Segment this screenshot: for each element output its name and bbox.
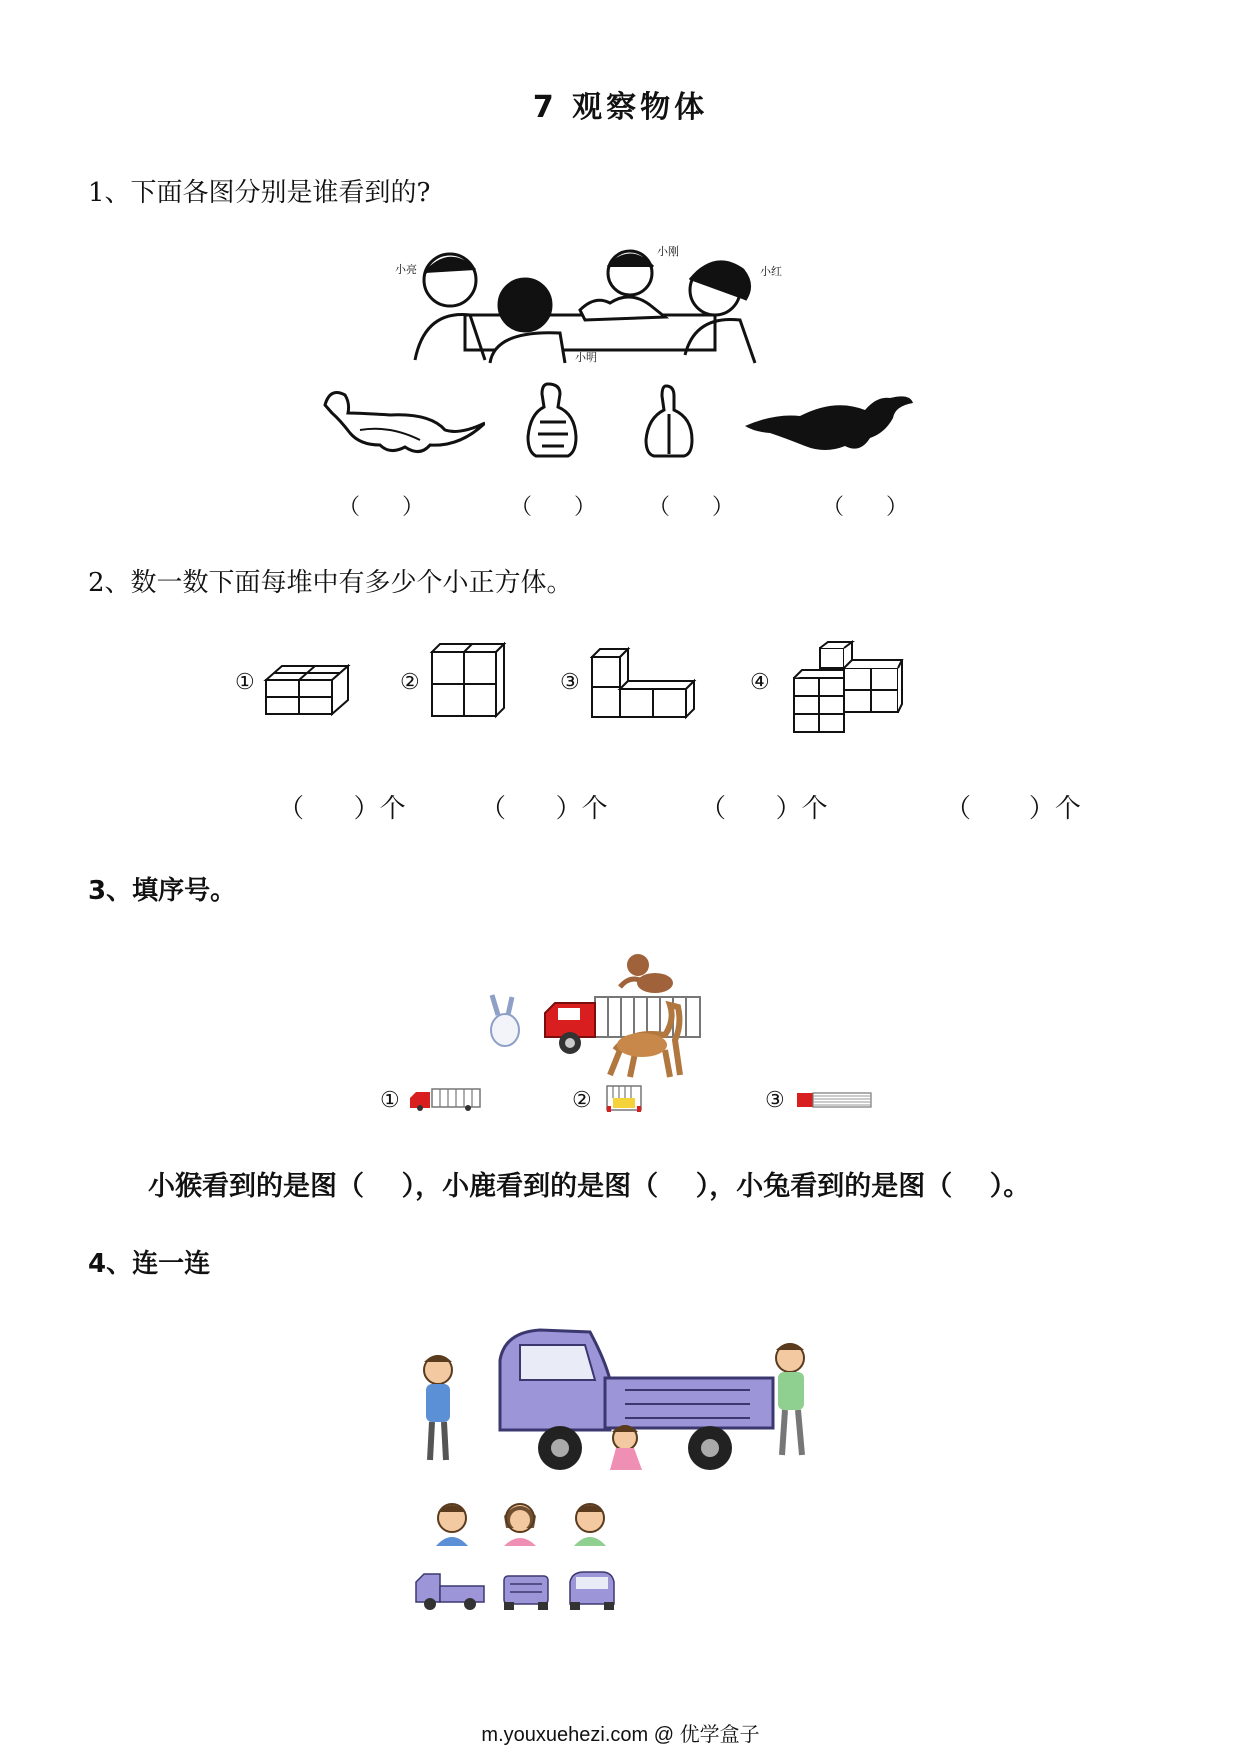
q1-answer-blank-2[interactable]: （ ） bbox=[510, 495, 596, 520]
truck-side-view-option bbox=[408, 1086, 483, 1112]
q3-option-label-3: ③ bbox=[765, 1088, 785, 1113]
truck-top-view-option bbox=[795, 1090, 875, 1110]
name-label-xiaoming: 小明 bbox=[575, 351, 597, 364]
truck-back-view-small bbox=[504, 1576, 548, 1610]
truck-views-row bbox=[412, 1568, 622, 1613]
cube-pile-label-3: ③ bbox=[560, 670, 580, 695]
question-2-prompt: 2、数一数下面每堆中有多少个小正方体。 bbox=[88, 568, 573, 598]
question-3-fill-sentence: 小猴看到的是图（ ），小鹿看到的是图（ ），小兔看到的是图（ ）。 bbox=[148, 1171, 1031, 1202]
cube-pile-label-2: ② bbox=[400, 670, 420, 695]
q2-answer-blank-2[interactable]: （ ）个 bbox=[480, 794, 608, 824]
purple-truck-figure bbox=[500, 1330, 773, 1470]
face-boy-2 bbox=[574, 1504, 606, 1546]
q1-answer-blank-1[interactable]: （ ） bbox=[338, 495, 424, 520]
cube-pile-label-1: ① bbox=[235, 670, 255, 695]
question-4-prompt: 4、连一连 bbox=[88, 1249, 211, 1279]
truck-front-view-small bbox=[570, 1572, 614, 1610]
page-title: 7 观察物体 bbox=[532, 90, 709, 125]
truck-with-animals-illustration bbox=[470, 945, 710, 1080]
footer-watermark: m.youxuehezi.com @ 优学盒子 bbox=[481, 1724, 760, 1746]
dinosaur-front-view bbox=[520, 382, 585, 458]
name-label-xiaogang: 小刚 bbox=[657, 245, 679, 258]
face-girl bbox=[504, 1504, 536, 1546]
purple-truck-with-children-illustration bbox=[410, 1320, 845, 1490]
cube-pile-3 bbox=[588, 645, 698, 720]
children-faces-row bbox=[430, 1498, 620, 1548]
cube-pile-4 bbox=[790, 640, 905, 735]
cube-pile-1 bbox=[262, 660, 352, 720]
q2-answer-blank-4[interactable]: （ ）个 bbox=[945, 794, 1081, 824]
truck-side-view-small bbox=[416, 1574, 484, 1610]
girl-middle-figure bbox=[610, 1425, 642, 1470]
cube-pile-label-4: ④ bbox=[750, 670, 770, 695]
q3-option-label-2: ② bbox=[572, 1088, 592, 1113]
question-1-prompt: 1、下面各图分别是谁看到的? bbox=[88, 178, 431, 208]
cube-pile-2 bbox=[428, 640, 508, 720]
q2-answer-blank-1[interactable]: （ ）个 bbox=[278, 794, 406, 824]
monkey-figure bbox=[620, 954, 673, 993]
q1-answer-blank-3[interactable]: （ ） bbox=[648, 495, 734, 520]
q1-answer-blank-4[interactable]: （ ） bbox=[822, 495, 908, 520]
truck-back-view-option bbox=[605, 1082, 645, 1114]
q2-answer-blank-3[interactable]: （ ）个 bbox=[700, 794, 828, 824]
boy-left-figure bbox=[424, 1355, 452, 1460]
rabbit-figure bbox=[491, 995, 519, 1046]
face-boy-1 bbox=[436, 1504, 468, 1546]
dinosaur-back-view bbox=[640, 384, 700, 458]
boy-right-figure bbox=[776, 1343, 804, 1455]
name-label-xiaoliang: 小亮 bbox=[395, 263, 417, 276]
dinosaur-shadow-view bbox=[745, 388, 915, 458]
dinosaur-side-view bbox=[320, 385, 485, 455]
name-label-xiaohong: 小红 bbox=[760, 265, 782, 278]
question-3-prompt: 3、填序号。 bbox=[88, 876, 237, 906]
q3-option-label-1: ① bbox=[380, 1088, 400, 1113]
kids-observing-dinosaur-illustration bbox=[395, 245, 825, 365]
